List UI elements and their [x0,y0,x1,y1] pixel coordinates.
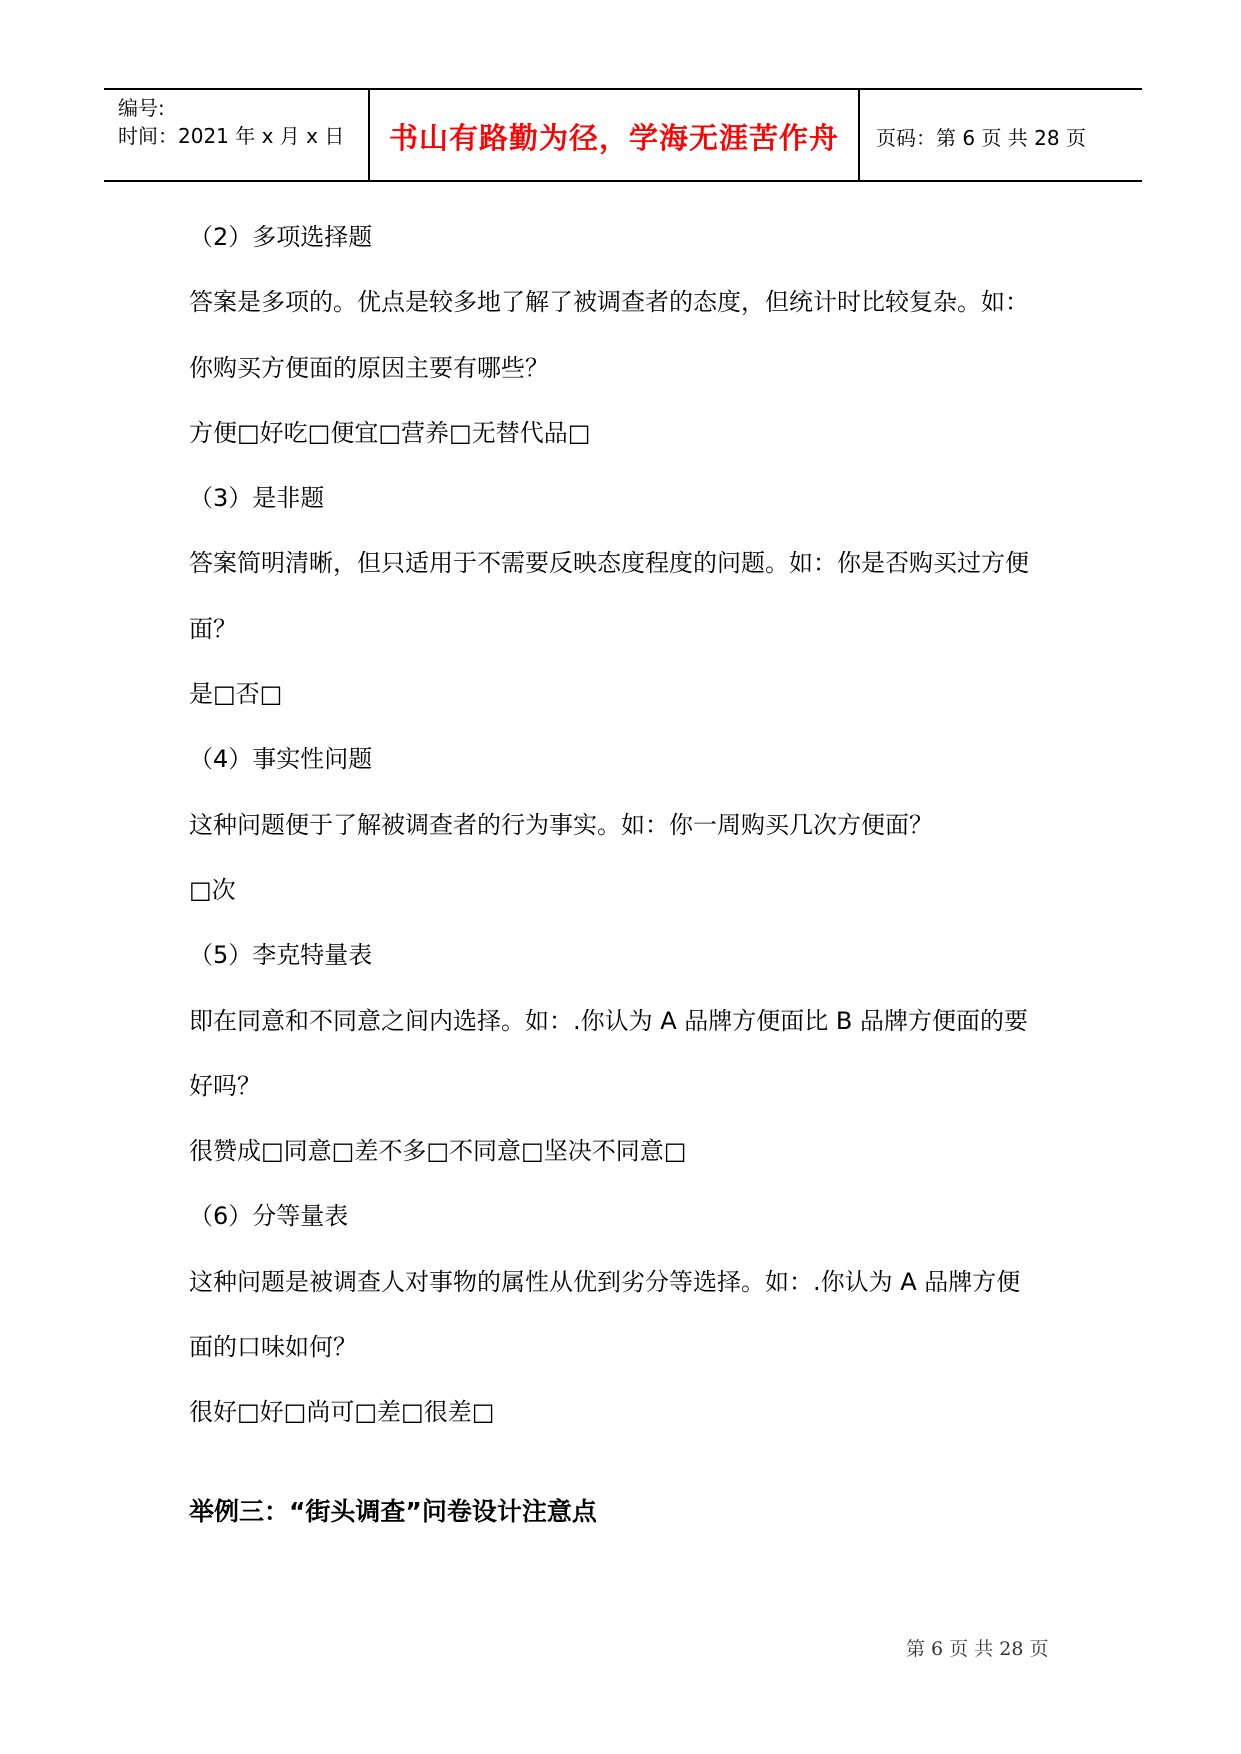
document-body [189,219,1089,1560]
answer-options: 很好□好□尚可□差□很差□ [189,1398,495,1427]
paragraph-line: 即在同意和不同意之间内选择。如：.你认为 A 品牌方便面比 B 品牌方便面的要 [189,1006,1029,1035]
answer-options: 很赞成□同意□差不多□不同意□坚决不同意□ [189,1137,687,1166]
header-divider [858,90,860,180]
subheading-rating-scale: （6）分等量表 [189,1202,349,1231]
subheading-likert: （5）李克特量表 [189,941,373,970]
document-number-label: 编号: [118,96,165,120]
page-footer: 第 6 页 共 28 页 [906,1638,1049,1660]
answer-options: 方便□好吃□便宜□营养□无替代品□ [189,418,591,447]
answer-options: □次 [189,875,236,904]
document-time: 时间：2021 年 x 月 x 日 [118,124,345,148]
paragraph-line: 你购买方便面的原因主要有哪些？ [189,353,549,382]
paragraph-line: 好吗？ [189,1071,261,1100]
header-meta [118,94,344,150]
paragraph-line: 这种问题是被调查人对事物的属性从优到劣分等选择。如：.你认为 A 品牌方便 [189,1267,1021,1296]
paragraph-line: 这种问题便于了解被调查者的行为事实。如：你一周购买几次方便面？ [189,810,933,839]
subheading-yes-no: （3）是非题 [189,484,325,513]
paragraph-line: 面？ [189,614,237,643]
paragraph-line: 答案是多项的。优点是较多地了解了被调查者的态度，但统计时比较复杂。如： [189,288,1029,317]
paragraph-line: 答案简明清晰，但只适用于不需要反映态度程度的问题。如：你是否购买过方便 [189,549,1029,578]
page-header [104,88,1142,182]
header-motto: 书山有路勤为径，学海无涯苦作舟 [388,121,839,155]
paragraph-line: 面的口味如何？ [189,1333,357,1362]
section-heading: 举例三：“街头调查”问卷设计注意点 [189,1497,597,1527]
answer-options: 是□否□ [189,680,283,709]
header-page-info: 页码：第 6 页 共 28 页 [876,126,1086,150]
subheading-multiple-choice: （2）多项选择题 [189,223,373,251]
subheading-factual: （4）事实性问题 [189,745,373,774]
